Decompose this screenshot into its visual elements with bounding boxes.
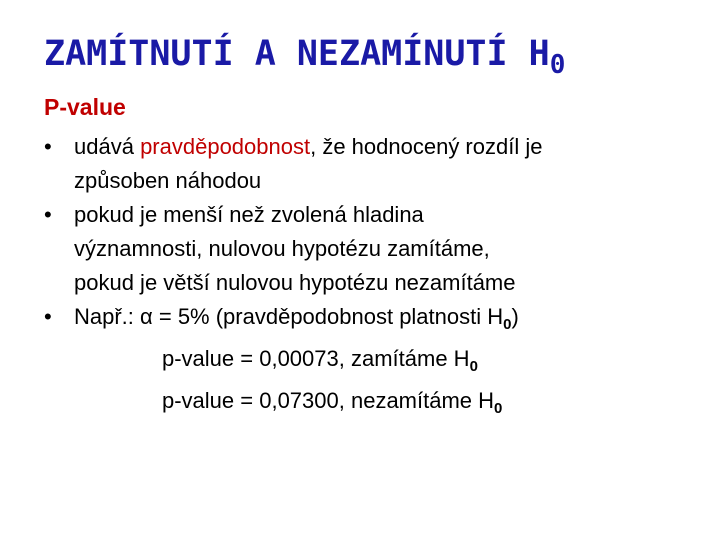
bullet-text: , že hodnocený rozdíl je: [310, 134, 543, 159]
bullet-text: ): [511, 304, 519, 329]
bullet-text: Např.: α = 5% (pravděpodobnost platnosti H: [74, 304, 504, 329]
highlight-text: pravděpodobnost: [140, 134, 311, 159]
slide-title: [44, 34, 565, 80]
title-text: ZAMÍTNUTÍ A NEZAMÍNUTÍ H: [44, 34, 550, 74]
bullet-dot: •: [44, 202, 52, 227]
bullet-item-rule: [44, 198, 694, 232]
subscript: 0: [503, 316, 512, 333]
example-text: p-value = 0,07300, nezamítáme H: [162, 388, 495, 413]
bullet-continuation: způsoben náhodou: [74, 168, 262, 193]
bullet-continuation: významnosti, nulovou hypotézu zamítáme,: [74, 236, 490, 261]
bullet-text: udává: [74, 134, 141, 159]
example-line-not-reject: [44, 384, 694, 426]
bullet-dot: •: [44, 304, 52, 329]
bullet-text: pokud je menší než zvolená hladina: [74, 202, 424, 227]
bullet-item-definition: [44, 130, 694, 164]
subtitle: P-value: [44, 94, 126, 120]
subscript: 0: [494, 400, 503, 417]
subscript: 0: [469, 358, 478, 375]
title-subscript: 0: [549, 50, 566, 80]
bullet-dot: •: [44, 134, 52, 159]
example-line-reject: [44, 342, 694, 384]
example-text: p-value = 0,00073, zamítáme H: [162, 346, 470, 371]
bullet-continuation: pokud je větší nulovou hypotézu nezamítáme: [74, 270, 516, 295]
bullet-list: [44, 130, 694, 426]
bullet-item-example: [44, 300, 694, 342]
